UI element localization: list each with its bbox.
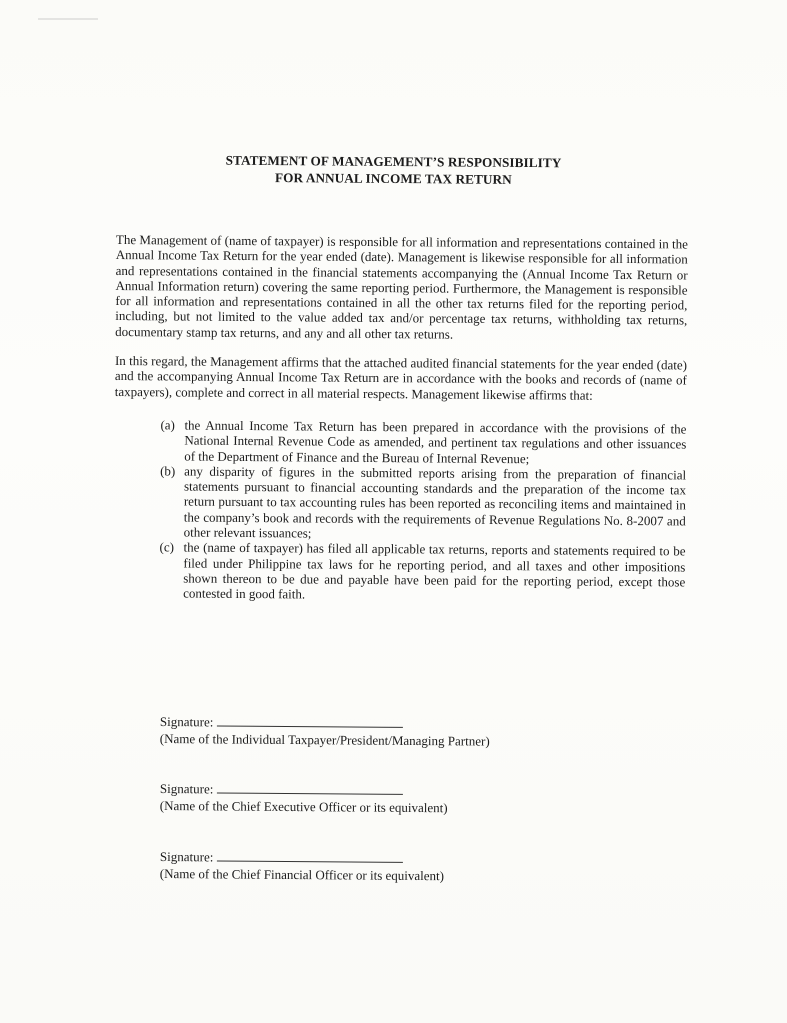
document-title [0,150,787,190]
scan-artifact [38,18,98,20]
paragraph-responsibility: The Management of (name of taxpayer) is responsible for all information and representations contained in the Annual Income Tax Return for the year ended (date). Management is likewise responsible for all information and representations contained in the financial statements accompanying the (Annual Income Tax Return or Annual Information return) covering the same reporting period. Furthermore, the Management is responsible for all information and representations contained in all the other tax returns filed for the reporting period, including, but not limited to the value added tax and/or percentage tax returns, withholding tax returns, documentary stamp tax returns, and any and all other tax returns. [115,232,688,342]
signature-block-taxpayer [160,713,580,750]
list-item-marker: (a) [160,417,175,433]
document-body [113,232,688,605]
paragraph-affirmation: In this regard, the Management affirms that the attached audited financial statements for the year ended (date) and the accompanying Annual Income Tax Return are in accordance with the books and records of (name of taxpayers), complete and correct in all material respects. Management likewise affirms that: [114,353,688,403]
list-item [160,417,686,467]
signature-caption: (Name of the Individual Taxpayer/President/Managing Partner) [159,730,490,749]
signature-caption: (Name of the Chief Executive Officer or its equivalent) [159,797,448,816]
signature-caption: (Name of the Chief Financial Officer or its equivalent) [159,865,445,884]
title-line-1: STATEMENT OF MANAGEMENT’S RESPONSIBILITY [225,152,562,171]
signature-line[interactable] [217,780,403,794]
signature-block-cfo [160,848,580,885]
title-line-2: FOR ANNUAL INCOME TAX RETURN [274,170,512,187]
signature-block-ceo [160,780,580,817]
list-item [160,463,687,544]
signature-line[interactable] [217,848,403,862]
list-item-marker: (b) [160,463,176,479]
signature-line[interactable] [217,713,403,727]
list-item-marker: (c) [159,539,175,555]
list-item-text: the (name of taxpayer) has filed all applicable tax returns, reports and statements required to be filed under Philippine tax laws for he reporting period, and all taxes and other impositions shown thereon to be due and payable have been paid for the reporting period, except those contested in good faith. [183,539,686,602]
signature-label: Signature: [159,713,214,730]
signature-label: Signature: [159,848,214,865]
list-item [159,540,685,605]
list-item-text: the Annual Income Tax Return has been prepared in accordance with the provisions of the National Internal Revenue Code as amended, and pertinent tax regulations and other issuances of the Department of Finance and the Bureau of Internal Revenue; [184,417,687,466]
signature-label: Signature: [159,780,214,797]
affirmation-list [159,417,686,605]
list-item-text: any disparity of figures in the submitted reports arising from the preparation of financial statements pursuant to financial accounting standards and the preparation of the income tax return pursuant to tax accounting rules has been reported as reconciling items and maintained in the company’s book and records with the requirements of Revenue Regulations No. 8-2007 and other relevant issuances; [183,463,687,541]
